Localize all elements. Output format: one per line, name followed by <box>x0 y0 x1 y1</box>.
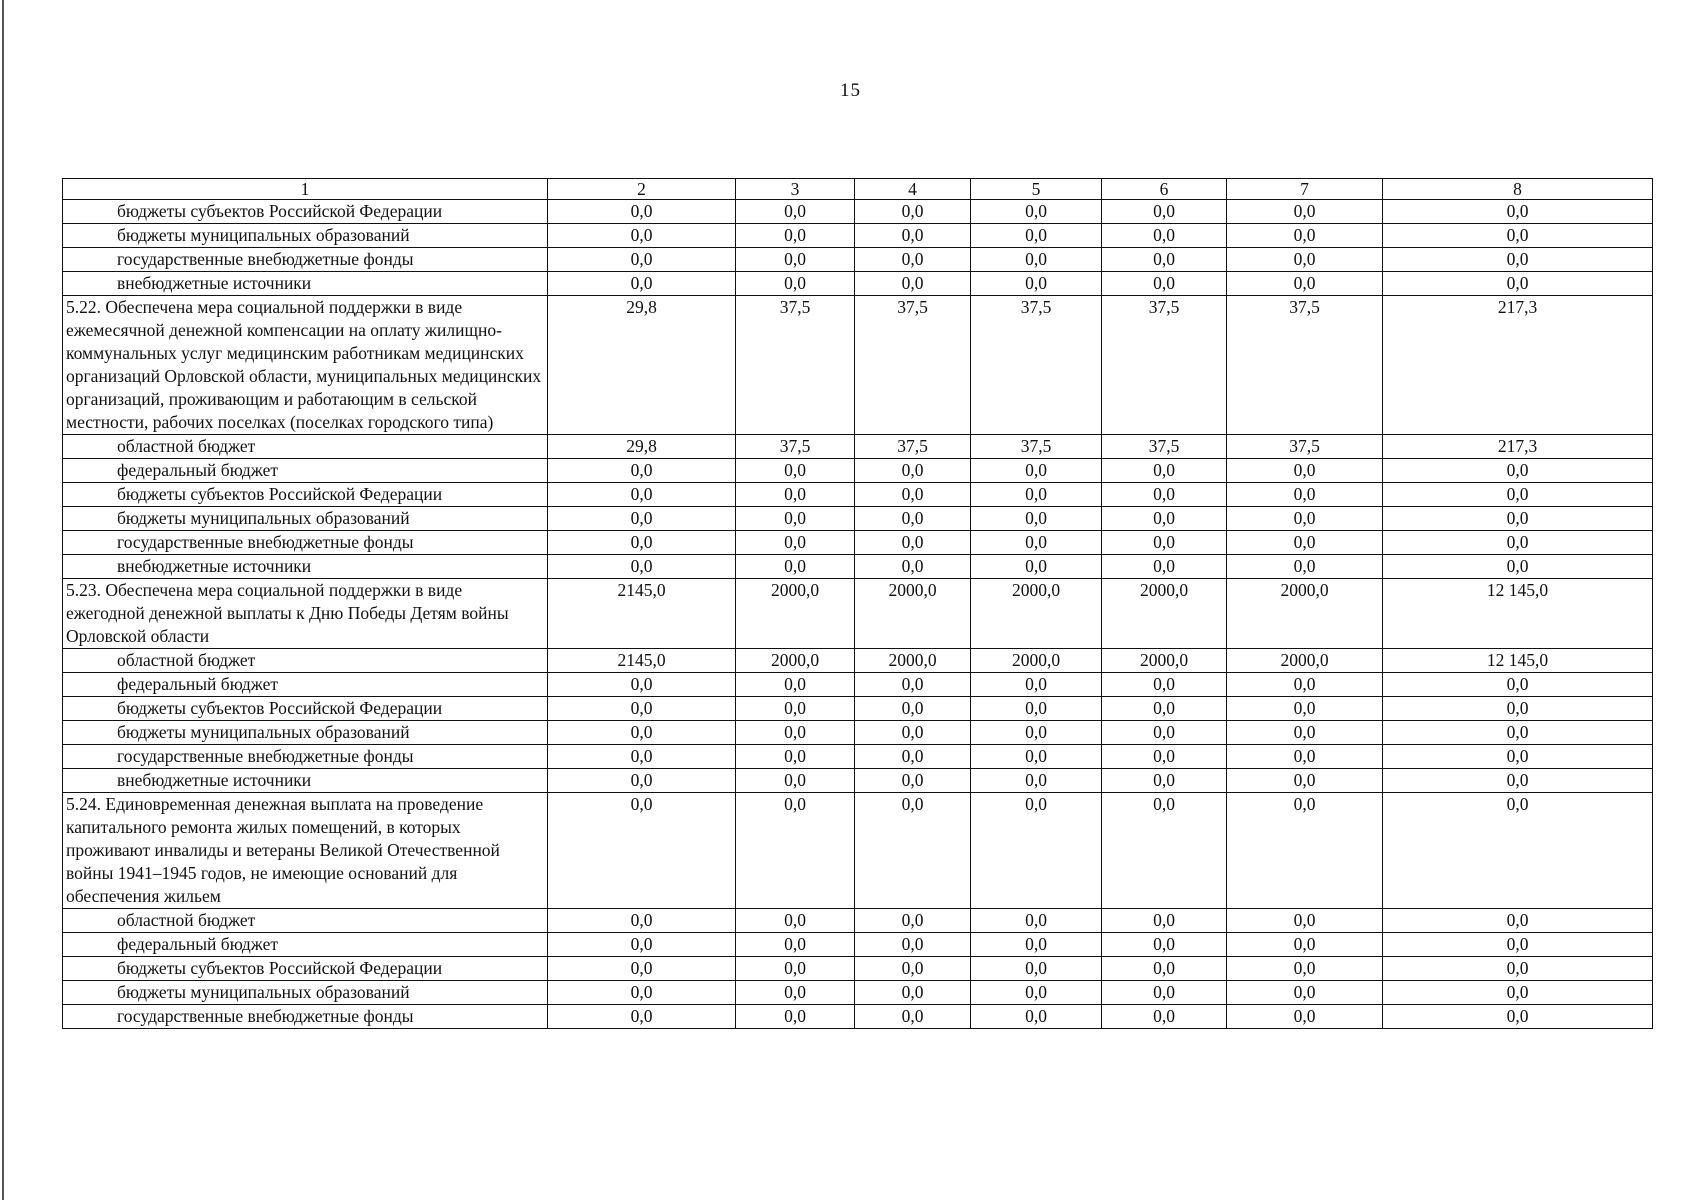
funding-source-label: внебюджетные источники <box>63 555 548 579</box>
year-value-cell: 0,0 <box>855 272 971 296</box>
column-number-header: 8 <box>1383 179 1653 200</box>
year-value-cell: 0,0 <box>1102 697 1227 721</box>
funding-source-row <box>63 933 1653 957</box>
year-value-cell: 0,0 <box>971 483 1102 507</box>
year-value-cell: 0,0 <box>855 459 971 483</box>
year-value-cell: 0,0 <box>855 933 971 957</box>
year-value-cell: 0,0 <box>548 224 736 248</box>
year-value-cell: 0,0 <box>548 957 736 981</box>
year-value-cell: 37,5 <box>971 435 1102 459</box>
year-value-cell: 0,0 <box>548 697 736 721</box>
column-number-header: 1 <box>63 179 548 200</box>
year-value-cell: 0,0 <box>1102 981 1227 1005</box>
year-value-cell: 0,0 <box>548 531 736 555</box>
total-value-cell: 0,0 <box>1383 933 1653 957</box>
year-value-cell: 2000,0 <box>1102 579 1227 649</box>
year-value-cell: 37,5 <box>855 435 971 459</box>
year-value-cell: 0,0 <box>1227 507 1383 531</box>
year-value-cell: 0,0 <box>736 1005 855 1029</box>
year-value-cell: 0,0 <box>971 909 1102 933</box>
year-value-cell: 0,0 <box>971 507 1102 531</box>
column-number-header: 6 <box>1102 179 1227 200</box>
total-value-cell: 0,0 <box>1383 248 1653 272</box>
year-value-cell: 0,0 <box>736 200 855 224</box>
year-value-cell: 0,0 <box>971 224 1102 248</box>
total-value-cell: 12 145,0 <box>1383 579 1653 649</box>
year-value-cell: 2000,0 <box>971 579 1102 649</box>
total-value-cell: 0,0 <box>1383 909 1653 933</box>
year-value-cell: 0,0 <box>1227 909 1383 933</box>
year-value-cell: 2000,0 <box>736 579 855 649</box>
funding-source-row <box>63 200 1653 224</box>
year-value-cell: 0,0 <box>855 248 971 272</box>
year-value-cell: 0,0 <box>971 933 1102 957</box>
year-value-cell: 0,0 <box>1102 483 1227 507</box>
total-value-cell: 0,0 <box>1383 981 1653 1005</box>
year-value-cell: 0,0 <box>971 981 1102 1005</box>
year-value-cell: 2000,0 <box>1227 579 1383 649</box>
year-value-cell: 0,0 <box>1227 224 1383 248</box>
year-value-cell: 0,0 <box>971 459 1102 483</box>
year-value-cell: 0,0 <box>1227 200 1383 224</box>
total-value-cell: 0,0 <box>1383 721 1653 745</box>
year-value-cell: 0,0 <box>1102 200 1227 224</box>
year-value-cell: 0,0 <box>1102 1005 1227 1029</box>
year-value-cell: 0,0 <box>855 769 971 793</box>
total-value-cell: 0,0 <box>1383 793 1653 909</box>
year-value-cell: 37,5 <box>736 435 855 459</box>
year-value-cell: 0,0 <box>548 981 736 1005</box>
year-value-cell: 0,0 <box>736 673 855 697</box>
total-value-cell: 0,0 <box>1383 459 1653 483</box>
funding-source-label: государственные внебюджетные фонды <box>63 1005 548 1029</box>
funding-source-row <box>63 531 1653 555</box>
funding-source-row <box>63 957 1653 981</box>
year-value-cell: 37,5 <box>1102 296 1227 435</box>
measure-description: 5.24. Единовременная денежная выплата на проведение капитального ремонта жилых помещений, в которых проживают инвалиды и ветераны Великой Отечественной войны 1941–1945 годов, не имеющие оснований для обеспечения жильем <box>63 793 548 909</box>
year-value-cell: 0,0 <box>736 555 855 579</box>
measure-description: 5.22. Обеспечена мера социальной поддержки в виде ежемесячной денежной компенсации на оплату жилищно-коммунальных услуг медицинским работникам медицинских организаций Орловской области, муниципальных медицинских организаций, проживающим и работающим в сельской местности, рабочих поселках (поселках городского типа) <box>63 296 548 435</box>
year-value-cell: 0,0 <box>971 1005 1102 1029</box>
funding-source-row <box>63 1005 1653 1029</box>
measure-row <box>63 296 1653 435</box>
year-value-cell: 0,0 <box>548 933 736 957</box>
year-value-cell: 0,0 <box>736 531 855 555</box>
year-value-cell: 0,0 <box>1227 555 1383 579</box>
funding-source-row <box>63 272 1653 296</box>
year-value-cell: 0,0 <box>971 555 1102 579</box>
year-value-cell: 0,0 <box>1102 745 1227 769</box>
year-value-cell: 0,0 <box>855 224 971 248</box>
year-value-cell: 0,0 <box>1102 459 1227 483</box>
measure-row <box>63 793 1653 909</box>
funding-source-label: бюджеты муниципальных образований <box>63 507 548 531</box>
year-value-cell: 0,0 <box>548 248 736 272</box>
page-number: 15 <box>840 80 861 101</box>
funding-source-row <box>63 649 1653 673</box>
table-body <box>63 179 1653 1029</box>
year-value-cell: 2000,0 <box>971 649 1102 673</box>
year-value-cell: 0,0 <box>1227 793 1383 909</box>
column-number-header: 5 <box>971 179 1102 200</box>
year-value-cell: 0,0 <box>736 272 855 296</box>
year-value-cell: 2000,0 <box>736 649 855 673</box>
year-value-cell: 0,0 <box>1227 697 1383 721</box>
year-value-cell: 0,0 <box>548 507 736 531</box>
year-value-cell: 0,0 <box>548 1005 736 1029</box>
year-value-cell: 0,0 <box>855 745 971 769</box>
funding-source-row <box>63 909 1653 933</box>
budget-table <box>62 178 1653 1029</box>
total-value-cell: 0,0 <box>1383 769 1653 793</box>
year-value-cell: 0,0 <box>736 483 855 507</box>
funding-source-label: бюджеты муниципальных образований <box>63 981 548 1005</box>
year-value-cell: 0,0 <box>548 673 736 697</box>
funding-source-label: бюджеты субъектов Российской Федерации <box>63 483 548 507</box>
funding-source-label: государственные внебюджетные фонды <box>63 248 548 272</box>
total-value-cell: 217,3 <box>1383 435 1653 459</box>
funding-source-row <box>63 224 1653 248</box>
year-value-cell: 0,0 <box>1102 933 1227 957</box>
column-number-header-row <box>63 179 1653 200</box>
total-value-cell: 0,0 <box>1383 673 1653 697</box>
year-value-cell: 0,0 <box>971 248 1102 272</box>
year-value-cell: 0,0 <box>855 697 971 721</box>
year-value-cell: 0,0 <box>736 459 855 483</box>
year-value-cell: 2145,0 <box>548 579 736 649</box>
year-value-cell: 0,0 <box>855 981 971 1005</box>
year-value-cell: 0,0 <box>736 721 855 745</box>
year-value-cell: 0,0 <box>736 507 855 531</box>
year-value-cell: 0,0 <box>855 200 971 224</box>
year-value-cell: 0,0 <box>971 769 1102 793</box>
year-value-cell: 0,0 <box>548 745 736 769</box>
year-value-cell: 37,5 <box>1102 435 1227 459</box>
funding-source-label: внебюджетные источники <box>63 769 548 793</box>
year-value-cell: 0,0 <box>855 909 971 933</box>
year-value-cell: 0,0 <box>1227 1005 1383 1029</box>
year-value-cell: 0,0 <box>548 459 736 483</box>
year-value-cell: 29,8 <box>548 296 736 435</box>
year-value-cell: 0,0 <box>1227 933 1383 957</box>
year-value-cell: 0,0 <box>1102 224 1227 248</box>
year-value-cell: 0,0 <box>971 531 1102 555</box>
year-value-cell: 0,0 <box>971 200 1102 224</box>
year-value-cell: 29,8 <box>548 435 736 459</box>
funding-source-label: государственные внебюджетные фонды <box>63 531 548 555</box>
funding-source-row <box>63 459 1653 483</box>
year-value-cell: 0,0 <box>736 769 855 793</box>
year-value-cell: 0,0 <box>736 697 855 721</box>
funding-source-row <box>63 435 1653 459</box>
year-value-cell: 0,0 <box>1227 981 1383 1005</box>
funding-source-label: областной бюджет <box>63 649 548 673</box>
year-value-cell: 0,0 <box>1227 531 1383 555</box>
year-value-cell: 2145,0 <box>548 649 736 673</box>
year-value-cell: 0,0 <box>736 981 855 1005</box>
total-value-cell: 0,0 <box>1383 531 1653 555</box>
year-value-cell: 0,0 <box>855 507 971 531</box>
total-value-cell: 0,0 <box>1383 483 1653 507</box>
year-value-cell: 0,0 <box>736 909 855 933</box>
year-value-cell: 0,0 <box>855 793 971 909</box>
funding-source-label: бюджеты субъектов Российской Федерации <box>63 200 548 224</box>
year-value-cell: 0,0 <box>1102 507 1227 531</box>
year-value-cell: 0,0 <box>1227 459 1383 483</box>
year-value-cell: 0,0 <box>971 957 1102 981</box>
year-value-cell: 0,0 <box>1102 272 1227 296</box>
funding-source-row <box>63 769 1653 793</box>
year-value-cell: 0,0 <box>1227 483 1383 507</box>
funding-source-label: бюджеты муниципальных образований <box>63 224 548 248</box>
funding-source-label: бюджеты субъектов Российской Федерации <box>63 957 548 981</box>
year-value-cell: 0,0 <box>1227 673 1383 697</box>
total-value-cell: 217,3 <box>1383 296 1653 435</box>
year-value-cell: 0,0 <box>736 224 855 248</box>
column-number-header: 4 <box>855 179 971 200</box>
year-value-cell: 0,0 <box>548 200 736 224</box>
year-value-cell: 2000,0 <box>855 579 971 649</box>
year-value-cell: 0,0 <box>1102 531 1227 555</box>
year-value-cell: 0,0 <box>855 1005 971 1029</box>
year-value-cell: 0,0 <box>548 721 736 745</box>
year-value-cell: 0,0 <box>855 957 971 981</box>
year-value-cell: 37,5 <box>736 296 855 435</box>
funding-source-row <box>63 745 1653 769</box>
column-number-header: 2 <box>548 179 736 200</box>
funding-source-label: бюджеты муниципальных образований <box>63 721 548 745</box>
year-value-cell: 0,0 <box>548 483 736 507</box>
year-value-cell: 37,5 <box>1227 435 1383 459</box>
year-value-cell: 0,0 <box>1102 248 1227 272</box>
page-edge-line <box>2 0 4 1200</box>
year-value-cell: 0,0 <box>1102 957 1227 981</box>
funding-source-row <box>63 673 1653 697</box>
year-value-cell: 2000,0 <box>1102 649 1227 673</box>
budget-table-container <box>62 178 1652 1029</box>
year-value-cell: 2000,0 <box>1227 649 1383 673</box>
year-value-cell: 0,0 <box>855 673 971 697</box>
year-value-cell: 0,0 <box>548 793 736 909</box>
year-value-cell: 37,5 <box>971 296 1102 435</box>
year-value-cell: 0,0 <box>971 697 1102 721</box>
measure-row <box>63 579 1653 649</box>
total-value-cell: 0,0 <box>1383 224 1653 248</box>
funding-source-row <box>63 483 1653 507</box>
year-value-cell: 0,0 <box>736 745 855 769</box>
year-value-cell: 0,0 <box>1227 745 1383 769</box>
measure-description: 5.23. Обеспечена мера социальной поддержки в виде ежегодной денежной выплаты к Дню Победы Детям войны Орловской области <box>63 579 548 649</box>
total-value-cell: 0,0 <box>1383 272 1653 296</box>
year-value-cell: 0,0 <box>1102 769 1227 793</box>
year-value-cell: 0,0 <box>971 673 1102 697</box>
funding-source-label: федеральный бюджет <box>63 933 548 957</box>
year-value-cell: 0,0 <box>855 555 971 579</box>
year-value-cell: 0,0 <box>548 769 736 793</box>
funding-source-label: федеральный бюджет <box>63 673 548 697</box>
year-value-cell: 0,0 <box>1227 957 1383 981</box>
year-value-cell: 0,0 <box>855 721 971 745</box>
funding-source-label: внебюджетные источники <box>63 272 548 296</box>
column-number-header: 3 <box>736 179 855 200</box>
year-value-cell: 0,0 <box>548 555 736 579</box>
year-value-cell: 0,0 <box>1102 909 1227 933</box>
total-value-cell: 12 145,0 <box>1383 649 1653 673</box>
year-value-cell: 0,0 <box>855 531 971 555</box>
year-value-cell: 0,0 <box>1102 555 1227 579</box>
total-value-cell: 0,0 <box>1383 555 1653 579</box>
column-number-header: 7 <box>1227 179 1383 200</box>
total-value-cell: 0,0 <box>1383 1005 1653 1029</box>
funding-source-row <box>63 721 1653 745</box>
year-value-cell: 0,0 <box>1227 721 1383 745</box>
funding-source-row <box>63 981 1653 1005</box>
year-value-cell: 0,0 <box>971 745 1102 769</box>
funding-source-label: областной бюджет <box>63 909 548 933</box>
year-value-cell: 0,0 <box>971 793 1102 909</box>
funding-source-row <box>63 248 1653 272</box>
year-value-cell: 0,0 <box>548 272 736 296</box>
year-value-cell: 0,0 <box>855 483 971 507</box>
funding-source-row <box>63 507 1653 531</box>
year-value-cell: 0,0 <box>1227 769 1383 793</box>
total-value-cell: 0,0 <box>1383 957 1653 981</box>
year-value-cell: 0,0 <box>736 248 855 272</box>
funding-source-label: государственные внебюджетные фонды <box>63 745 548 769</box>
year-value-cell: 0,0 <box>1102 793 1227 909</box>
funding-source-row <box>63 697 1653 721</box>
total-value-cell: 0,0 <box>1383 697 1653 721</box>
year-value-cell: 0,0 <box>1102 673 1227 697</box>
total-value-cell: 0,0 <box>1383 745 1653 769</box>
year-value-cell: 0,0 <box>736 957 855 981</box>
funding-source-label: федеральный бюджет <box>63 459 548 483</box>
year-value-cell: 2000,0 <box>855 649 971 673</box>
year-value-cell: 0,0 <box>971 272 1102 296</box>
year-value-cell: 0,0 <box>1227 248 1383 272</box>
total-value-cell: 0,0 <box>1383 200 1653 224</box>
funding-source-label: областной бюджет <box>63 435 548 459</box>
year-value-cell: 37,5 <box>1227 296 1383 435</box>
year-value-cell: 0,0 <box>548 909 736 933</box>
year-value-cell: 0,0 <box>971 721 1102 745</box>
funding-source-label: бюджеты субъектов Российской Федерации <box>63 697 548 721</box>
year-value-cell: 37,5 <box>855 296 971 435</box>
funding-source-row <box>63 555 1653 579</box>
total-value-cell: 0,0 <box>1383 507 1653 531</box>
year-value-cell: 0,0 <box>1102 721 1227 745</box>
year-value-cell: 0,0 <box>736 933 855 957</box>
year-value-cell: 0,0 <box>1227 272 1383 296</box>
year-value-cell: 0,0 <box>736 793 855 909</box>
